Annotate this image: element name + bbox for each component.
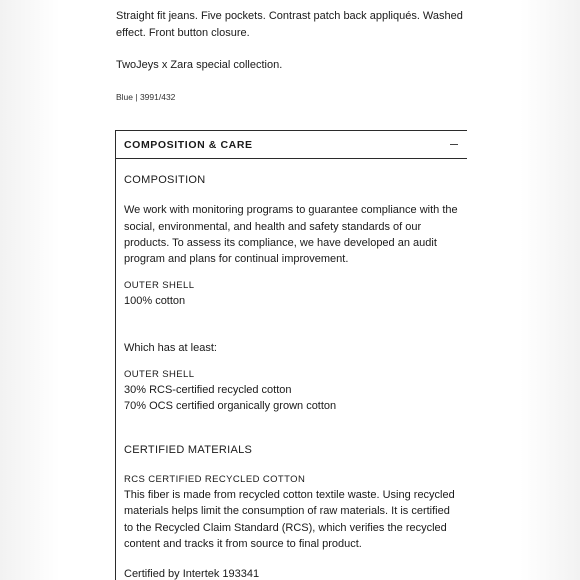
composition-care-accordion: [115, 130, 467, 580]
composition-care-toggle[interactable]: [116, 131, 467, 159]
fiber-organic-cotton: 70% OCS certified organically grown cotton: [124, 400, 337, 413]
outer-shell-value: 100% cotton: [124, 295, 186, 308]
certified-materials-heading: CERTIFIED MATERIALS: [124, 443, 253, 456]
fiber-recycled-cotton: 30% RCS-certified recycled cotton: [124, 384, 292, 397]
rcs-description: This fiber is made from recycled cotton textile waste. Using recycled materials helps limit the consumption of raw materials. It is certified to the Recycled Claim Standard (RCS), which verifies the recycled content and tracks it from source to final product.: [124, 488, 455, 550]
color-reference: Blue | 3991/432: [116, 92, 176, 102]
accordion-content: [116, 159, 467, 580]
collapse-icon[interactable]: [449, 140, 459, 150]
monitoring-paragraph: We work with monitoring programs to guarantee compliance with the social, environmental, and health and safety standards of our products. To assess its compliance, we have developed an audit program and plans for continual improvement.: [124, 204, 458, 266]
composition-heading: COMPOSITION: [124, 174, 206, 186]
outer-shell-label: OUTER SHELL: [124, 280, 195, 292]
certifier-text: Certified by Intertek 193341: [124, 568, 260, 580]
accordion-title: COMPOSITION & CARE: [124, 138, 253, 151]
at-least-label: Which has at least:: [124, 341, 217, 354]
rcs-label: RCS CERTIFIED RECYCLED COTTON: [124, 473, 306, 485]
collection-note: TwoJeys x Zara special collection.: [116, 59, 283, 71]
outer-shell-label-2: OUTER SHELL: [124, 369, 195, 381]
product-description: Straight fit jeans. Five pockets. Contrast patch back appliqués. Washed effect. Front button closure.: [116, 10, 463, 39]
product-info: [116, 8, 466, 103]
